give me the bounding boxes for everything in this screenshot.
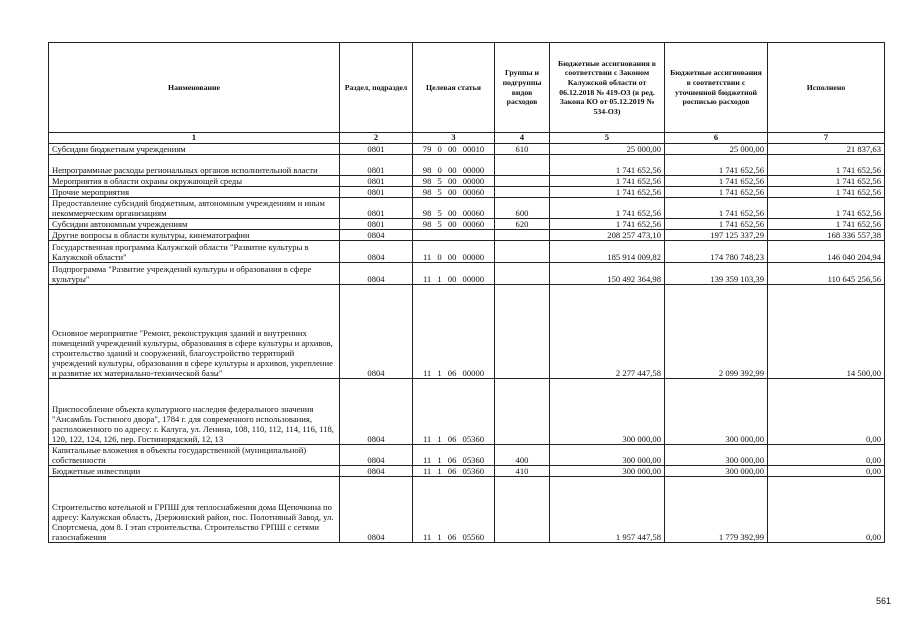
cell-group: 610 (495, 144, 550, 155)
cell-budget-law: 150 492 364,98 (550, 263, 665, 285)
cell-executed: 21 837,63 (768, 144, 885, 155)
table-row (49, 155, 885, 176)
cell-executed: 168 336 557,38 (768, 230, 885, 241)
table-row (49, 198, 885, 219)
cell-budget-refined: 25 000,00 (665, 144, 768, 155)
cell-executed: 14 500,00 (768, 285, 885, 379)
cell-budget-refined: 1 741 652,56 (665, 187, 768, 198)
cell-section: 0804 (340, 379, 413, 445)
cell-section: 0804 (340, 230, 413, 241)
header-row (49, 43, 885, 133)
cell-budget-law: 300 000,00 (550, 466, 665, 477)
cell-group (495, 379, 550, 445)
cell-article: 11 0 00 00000 (413, 241, 495, 263)
cell-group (495, 187, 550, 198)
cell-executed: 110 645 256,56 (768, 263, 885, 285)
cell-group (495, 155, 550, 176)
cell-article (413, 230, 495, 241)
column-number: 1 (49, 133, 340, 144)
cell-budget-refined: 1 741 652,56 (665, 198, 768, 219)
cell-group (495, 230, 550, 241)
cell-section: 0801 (340, 144, 413, 155)
cell-name: Основное мероприятие "Ремонт, реконструкция зданий и внутренних помещений учреждений культуры, образования в сфере культуры и архивов, строительство зданий и сооружений, благоустройство территорий учреждений культуры, образования в сфере культуры и архивов, укрепление и развитие их материально-технической базы" (49, 285, 340, 379)
table-row (49, 176, 885, 187)
cell-budget-law: 25 000,00 (550, 144, 665, 155)
cell-group: 410 (495, 466, 550, 477)
table-body (49, 144, 885, 543)
cell-article: 98 5 00 00060 (413, 187, 495, 198)
cell-executed: 0,00 (768, 379, 885, 445)
cell-budget-law: 1 741 652,56 (550, 198, 665, 219)
cell-name: Прочие мероприятия (49, 187, 340, 198)
table-row (49, 187, 885, 198)
cell-article: 11 1 00 00000 (413, 263, 495, 285)
cell-article: 11 1 06 05360 (413, 466, 495, 477)
column-number: 6 (665, 133, 768, 144)
cell-name: Субсидии автономным учреждениям (49, 219, 340, 230)
cell-name: Непрограммные расходы региональных органов исполнительной власти (49, 155, 340, 176)
table-row (49, 263, 885, 285)
cell-section: 0801 (340, 176, 413, 187)
cell-executed: 1 741 652,56 (768, 176, 885, 187)
cell-budget-law: 1 957 447,58 (550, 477, 665, 543)
page-number: 561 (875, 596, 891, 606)
cell-executed: 0,00 (768, 445, 885, 466)
cell-name: Субсидии бюджетным учреждениям (49, 144, 340, 155)
cell-name: Строительство котельной и ГРПШ для теплоснабжения дома Щепочкина по адресу: Калужская область, Дзержинский район, пос. Полотняный Завод, ул. Спортсмена, дом 8. I этап строительства. Строительство ГРПШ с сетями газоснабжения (49, 477, 340, 543)
header-section: Раздел, подраздел (340, 43, 413, 133)
cell-budget-refined: 2 099 392,99 (665, 285, 768, 379)
cell-budget-law: 185 914 009,82 (550, 241, 665, 263)
cell-article: 79 0 00 00010 (413, 144, 495, 155)
cell-budget-refined: 1 741 652,56 (665, 155, 768, 176)
header-groups: Группы и подгруппы видов расходов (495, 43, 550, 133)
table-row (49, 241, 885, 263)
cell-article: 98 5 00 00060 (413, 219, 495, 230)
header-budget-refined: Бюджетные ассигнования в соответствии с уточненной бюджетной росписью расходов (665, 43, 768, 133)
cell-group: 400 (495, 445, 550, 466)
cell-budget-law: 300 000,00 (550, 445, 665, 466)
cell-executed: 1 741 652,56 (768, 198, 885, 219)
cell-name: Приспособление объекта культурного наследия федерального значения "Ансамбль Гостиного двора", 1784 г. для современного использования, расположенного по адресу: г. Калуга, ул. Ленина, 108, 110, 112, 114, 116, 118, 120, 122, 124, 126, пер. Гостинорядский, 12, 13 (49, 379, 340, 445)
cell-section: 0804 (340, 241, 413, 263)
column-number: 2 (340, 133, 413, 144)
cell-executed: 1 741 652,56 (768, 187, 885, 198)
cell-section: 0804 (340, 285, 413, 379)
header-budget-law: Бюджетные ассигнования в соответствии с Законом Калужской области от 06.12.2018 № 419-ОЗ (в ред. Закона КО от 05.12.2019 № 534-ОЗ) (550, 43, 665, 133)
header-name: Наименование (49, 43, 340, 133)
table-row (49, 477, 885, 543)
cell-name: Капитальные вложения в объекты государственной (муниципальной) собственности (49, 445, 340, 466)
table-row (49, 144, 885, 155)
cell-budget-refined: 197 125 337,29 (665, 230, 768, 241)
cell-budget-law: 1 741 652,56 (550, 187, 665, 198)
cell-article: 11 1 06 05360 (413, 445, 495, 466)
budget-table-sheet (48, 42, 884, 543)
column-number: 4 (495, 133, 550, 144)
cell-section: 0804 (340, 477, 413, 543)
cell-executed: 0,00 (768, 466, 885, 477)
cell-name: Другие вопросы в области культуры, кинематографии (49, 230, 340, 241)
table-row (49, 285, 885, 379)
cell-section: 0801 (340, 187, 413, 198)
cell-name: Мероприятия в области охраны окружающей среды (49, 176, 340, 187)
cell-group (495, 285, 550, 379)
cell-name: Предоставление субсидий бюджетным, автономным учреждениям и иным некоммерческим организациям (49, 198, 340, 219)
cell-section: 0801 (340, 198, 413, 219)
cell-group (495, 241, 550, 263)
column-number-row (49, 133, 885, 144)
cell-name: Государственная программа Калужской области "Развитие культуры в Калужской области" (49, 241, 340, 263)
cell-group (495, 176, 550, 187)
cell-budget-law: 300 000,00 (550, 379, 665, 445)
table-row (49, 445, 885, 466)
cell-group (495, 263, 550, 285)
table-row (49, 466, 885, 477)
cell-section: 0804 (340, 466, 413, 477)
header-executed: Исполнено (768, 43, 885, 133)
cell-section: 0804 (340, 263, 413, 285)
cell-article: 11 1 06 05360 (413, 379, 495, 445)
cell-executed: 146 040 204,94 (768, 241, 885, 263)
cell-section: 0801 (340, 219, 413, 230)
cell-article: 11 1 06 00000 (413, 285, 495, 379)
cell-executed: 1 741 652,56 (768, 219, 885, 230)
cell-budget-refined: 1 741 652,56 (665, 219, 768, 230)
cell-article: 11 1 06 05560 (413, 477, 495, 543)
cell-article: 98 5 00 00000 (413, 176, 495, 187)
column-number: 7 (768, 133, 885, 144)
cell-section: 0804 (340, 445, 413, 466)
cell-budget-refined: 300 000,00 (665, 466, 768, 477)
cell-budget-refined: 1 741 652,56 (665, 176, 768, 187)
table-row (49, 230, 885, 241)
cell-budget-law: 2 277 447,58 (550, 285, 665, 379)
cell-budget-refined: 1 779 392,99 (665, 477, 768, 543)
table-row (49, 219, 885, 230)
column-number: 3 (413, 133, 495, 144)
header-article: Целевая статья (413, 43, 495, 133)
budget-table (48, 42, 885, 543)
cell-budget-law: 1 741 652,56 (550, 219, 665, 230)
cell-budget-refined: 300 000,00 (665, 445, 768, 466)
cell-section: 0801 (340, 155, 413, 176)
cell-group: 620 (495, 219, 550, 230)
cell-name: Подпрограмма "Развитие учреждений культуры и образования в сфере культуры" (49, 263, 340, 285)
column-number: 5 (550, 133, 665, 144)
cell-budget-refined: 300 000,00 (665, 379, 768, 445)
cell-article: 98 5 00 00060 (413, 198, 495, 219)
cell-name: Бюджетные инвестиции (49, 466, 340, 477)
cell-group (495, 477, 550, 543)
cell-budget-refined: 174 780 748,23 (665, 241, 768, 263)
cell-article: 98 0 00 00000 (413, 155, 495, 176)
cell-budget-law: 208 257 473,10 (550, 230, 665, 241)
table-row (49, 379, 885, 445)
cell-budget-law: 1 741 652,56 (550, 155, 665, 176)
cell-budget-refined: 139 359 103,39 (665, 263, 768, 285)
cell-executed: 0,00 (768, 477, 885, 543)
cell-budget-law: 1 741 652,56 (550, 176, 665, 187)
cell-group: 600 (495, 198, 550, 219)
cell-executed: 1 741 652,56 (768, 155, 885, 176)
